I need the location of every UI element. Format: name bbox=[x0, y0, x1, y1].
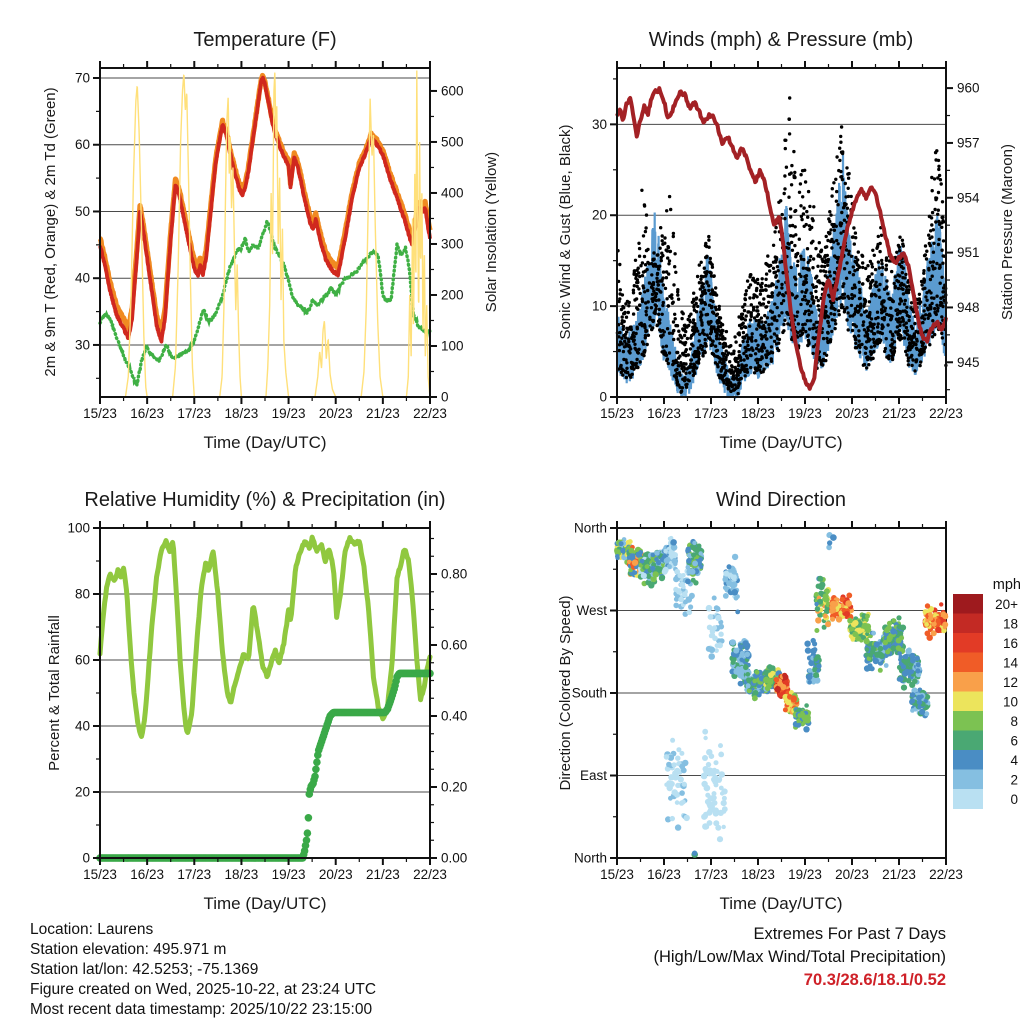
y-tick-label: 500 bbox=[441, 134, 464, 150]
series-2m-dewpoint bbox=[100, 221, 430, 386]
x-tick-label: 19/23 bbox=[271, 406, 306, 421]
series-solar-insolation bbox=[100, 71, 430, 397]
y-tick-label: East bbox=[579, 768, 607, 783]
yaxis-label-solar-right: Solar Insolation (Yellow) bbox=[483, 151, 500, 313]
y-tick-label: 0 bbox=[599, 389, 607, 405]
colorbar-label: 18 bbox=[1002, 616, 1018, 632]
y-tick-label: 0.00 bbox=[441, 850, 468, 866]
colorbar-cell bbox=[953, 594, 983, 614]
x-tick-label: 22/23 bbox=[413, 867, 447, 882]
colorbar-cell bbox=[953, 789, 983, 809]
x-tick-label: 16/23 bbox=[130, 406, 165, 421]
x-tick-label: 18/23 bbox=[224, 406, 259, 421]
y-tick-label: 951 bbox=[957, 245, 980, 261]
x-tick-label: 18/23 bbox=[224, 867, 259, 882]
colorbar-cell bbox=[953, 750, 983, 770]
y-tick-label: 20 bbox=[74, 784, 90, 800]
x-tick-label: 16/23 bbox=[647, 867, 681, 882]
colorbar-title: mph bbox=[992, 577, 1021, 593]
x-tick-label: 20/23 bbox=[835, 406, 869, 421]
y-tick-label: West bbox=[576, 603, 607, 618]
x-tick-label: 21/23 bbox=[365, 406, 400, 421]
x-tick-label: 17/23 bbox=[694, 406, 728, 421]
y-tick-label: South bbox=[571, 685, 607, 701]
y-tick-label: 0.60 bbox=[441, 637, 468, 653]
plot-frame bbox=[100, 68, 430, 397]
x-tick-label: 15/23 bbox=[83, 406, 117, 421]
colorbar-label: 14 bbox=[1002, 655, 1018, 671]
y-tick-label: 70 bbox=[74, 70, 90, 86]
x-tick-label: 20/23 bbox=[318, 406, 353, 421]
colorbar-label: 6 bbox=[1010, 733, 1018, 749]
y-tick-label: 948 bbox=[957, 299, 980, 315]
y-tick-label: 100 bbox=[67, 520, 90, 536]
extremes-values: 70.3/28.6/18.1/0.52 bbox=[803, 971, 946, 989]
yaxis-label-pressure-right: Station Pressure (Maroon) bbox=[999, 144, 1016, 320]
x-tick-label: 19/23 bbox=[788, 406, 822, 421]
x-tick-label: 20/23 bbox=[318, 867, 353, 882]
x-tick-label: 15/23 bbox=[600, 867, 634, 882]
y-tick-label: 200 bbox=[441, 287, 464, 303]
colorbar-label: 2 bbox=[1010, 772, 1018, 788]
x-tick-label: 17/23 bbox=[177, 406, 212, 421]
y-tick-label: 0.40 bbox=[441, 708, 468, 724]
extremes-title: Extremes For Past 7 Days bbox=[753, 925, 946, 943]
y-tick-label: 960 bbox=[957, 80, 980, 96]
x-tick-label: 22/23 bbox=[413, 406, 447, 421]
series-relative-humidity bbox=[100, 537, 430, 736]
x-tick-label: 19/23 bbox=[271, 867, 306, 882]
series-9m-temperature bbox=[100, 75, 430, 332]
colorbar-label: 4 bbox=[1010, 752, 1018, 768]
footer-timestamp: Most recent data timestamp: 2025/10/22 23:15:00 bbox=[30, 1001, 373, 1018]
xaxis-label-winds-pressure: Time (Day/UTC) bbox=[719, 433, 843, 452]
yaxis-label-temperature-left: 2m & 9m T (Red, Orange) & 2m Td (Green) bbox=[42, 87, 59, 377]
colorbar-cell bbox=[953, 672, 983, 692]
x-tick-label: 15/23 bbox=[600, 406, 634, 421]
panel-title-winds-pressure: Winds (mph) & Pressure (mb) bbox=[648, 29, 914, 51]
x-tick-label: 18/23 bbox=[741, 406, 775, 421]
colorbar-label: 20+ bbox=[995, 596, 1018, 612]
x-tick-label: 21/23 bbox=[882, 867, 916, 882]
footer-location: Location: Laurens bbox=[30, 921, 154, 938]
y-tick-label: 300 bbox=[441, 236, 464, 252]
x-tick-label: 15/23 bbox=[83, 867, 117, 882]
y-tick-label: 400 bbox=[441, 185, 464, 201]
yaxis-label-rh-left: Percent & Total Rainfall bbox=[46, 615, 63, 771]
colorbar-label: 10 bbox=[1002, 694, 1018, 710]
footer-latlon: Station lat/lon: 42.5253; -75.1369 bbox=[30, 961, 259, 978]
plot-frame bbox=[100, 528, 430, 858]
x-tick-label: 17/23 bbox=[694, 867, 728, 882]
x-tick-label: 16/23 bbox=[130, 867, 165, 882]
x-tick-label: 18/23 bbox=[741, 867, 775, 882]
x-tick-label: 19/23 bbox=[788, 867, 822, 882]
xaxis-label-wind-direction: Time (Day/UTC) bbox=[719, 894, 843, 913]
x-tick-label: 22/23 bbox=[929, 867, 963, 882]
xaxis-label-rh-precip: Time (Day/UTC) bbox=[203, 894, 327, 913]
y-tick-label: 10 bbox=[591, 298, 607, 314]
colorbar-cell bbox=[953, 633, 983, 653]
extremes-subtitle: (High/Low/Max Wind/Total Precipitation) bbox=[653, 948, 946, 966]
y-tick-label: 100 bbox=[441, 338, 464, 354]
colorbar-label: 16 bbox=[1002, 635, 1018, 651]
y-tick-label: North bbox=[573, 520, 607, 536]
panel-title-temperature: Temperature (F) bbox=[193, 29, 337, 51]
y-tick-label: 954 bbox=[957, 190, 980, 206]
y-tick-label: 0.80 bbox=[441, 566, 468, 582]
x-tick-label: 21/23 bbox=[365, 867, 400, 882]
y-tick-label: 0.20 bbox=[441, 779, 468, 795]
colorbar-label: 8 bbox=[1010, 713, 1018, 729]
colorbar-cell bbox=[953, 731, 983, 751]
colorbar-label: 12 bbox=[1002, 674, 1018, 690]
y-tick-label: 30 bbox=[591, 116, 607, 132]
x-tick-label: 16/23 bbox=[647, 406, 681, 421]
series-wind-direction-scatter bbox=[614, 532, 948, 858]
y-tick-label: 957 bbox=[957, 135, 980, 151]
panel-title-wind-direction: Wind Direction bbox=[715, 489, 847, 511]
colorbar-label: 0 bbox=[1010, 791, 1018, 807]
panel-title-rh-precip: Relative Humidity (%) & Precipitation (in) bbox=[84, 489, 446, 511]
colorbar-cell bbox=[953, 614, 983, 634]
y-tick-label: 30 bbox=[74, 337, 90, 353]
series-2m-temperature bbox=[100, 78, 430, 342]
colorbar-cell bbox=[953, 770, 983, 790]
y-tick-label: 945 bbox=[957, 354, 980, 370]
yaxis-label-wind-left: Sonic Wind & Gust (Blue, Black) bbox=[557, 124, 574, 340]
y-tick-label: 40 bbox=[74, 718, 90, 734]
footer-elevation: Station elevation: 495.971 m bbox=[30, 941, 227, 958]
x-tick-label: 21/23 bbox=[882, 406, 916, 421]
y-tick-label: 600 bbox=[441, 83, 464, 99]
x-tick-label: 22/23 bbox=[929, 406, 963, 421]
colorbar-cell bbox=[953, 692, 983, 712]
y-tick-label: 0 bbox=[441, 389, 449, 405]
footer-created: Figure created on Wed, 2025-10-22, at 23:24 UTC bbox=[30, 981, 377, 998]
colorbar-cell bbox=[953, 653, 983, 673]
yaxis-label-direction-left: Direction (Colored By Speed) bbox=[557, 595, 574, 791]
colorbar-cell bbox=[953, 711, 983, 731]
y-tick-label: 20 bbox=[591, 207, 607, 223]
x-tick-label: 17/23 bbox=[177, 867, 212, 882]
x-tick-label: 20/23 bbox=[835, 867, 869, 882]
y-tick-label: North bbox=[573, 850, 607, 866]
y-tick-label: 60 bbox=[74, 137, 90, 153]
y-tick-label: 80 bbox=[74, 586, 90, 602]
y-tick-label: 50 bbox=[74, 203, 90, 219]
y-tick-label: 60 bbox=[74, 652, 90, 668]
xaxis-label-temperature: Time (Day/UTC) bbox=[203, 433, 327, 452]
y-tick-label: 40 bbox=[74, 270, 90, 286]
y-tick-label: 0 bbox=[82, 850, 90, 866]
